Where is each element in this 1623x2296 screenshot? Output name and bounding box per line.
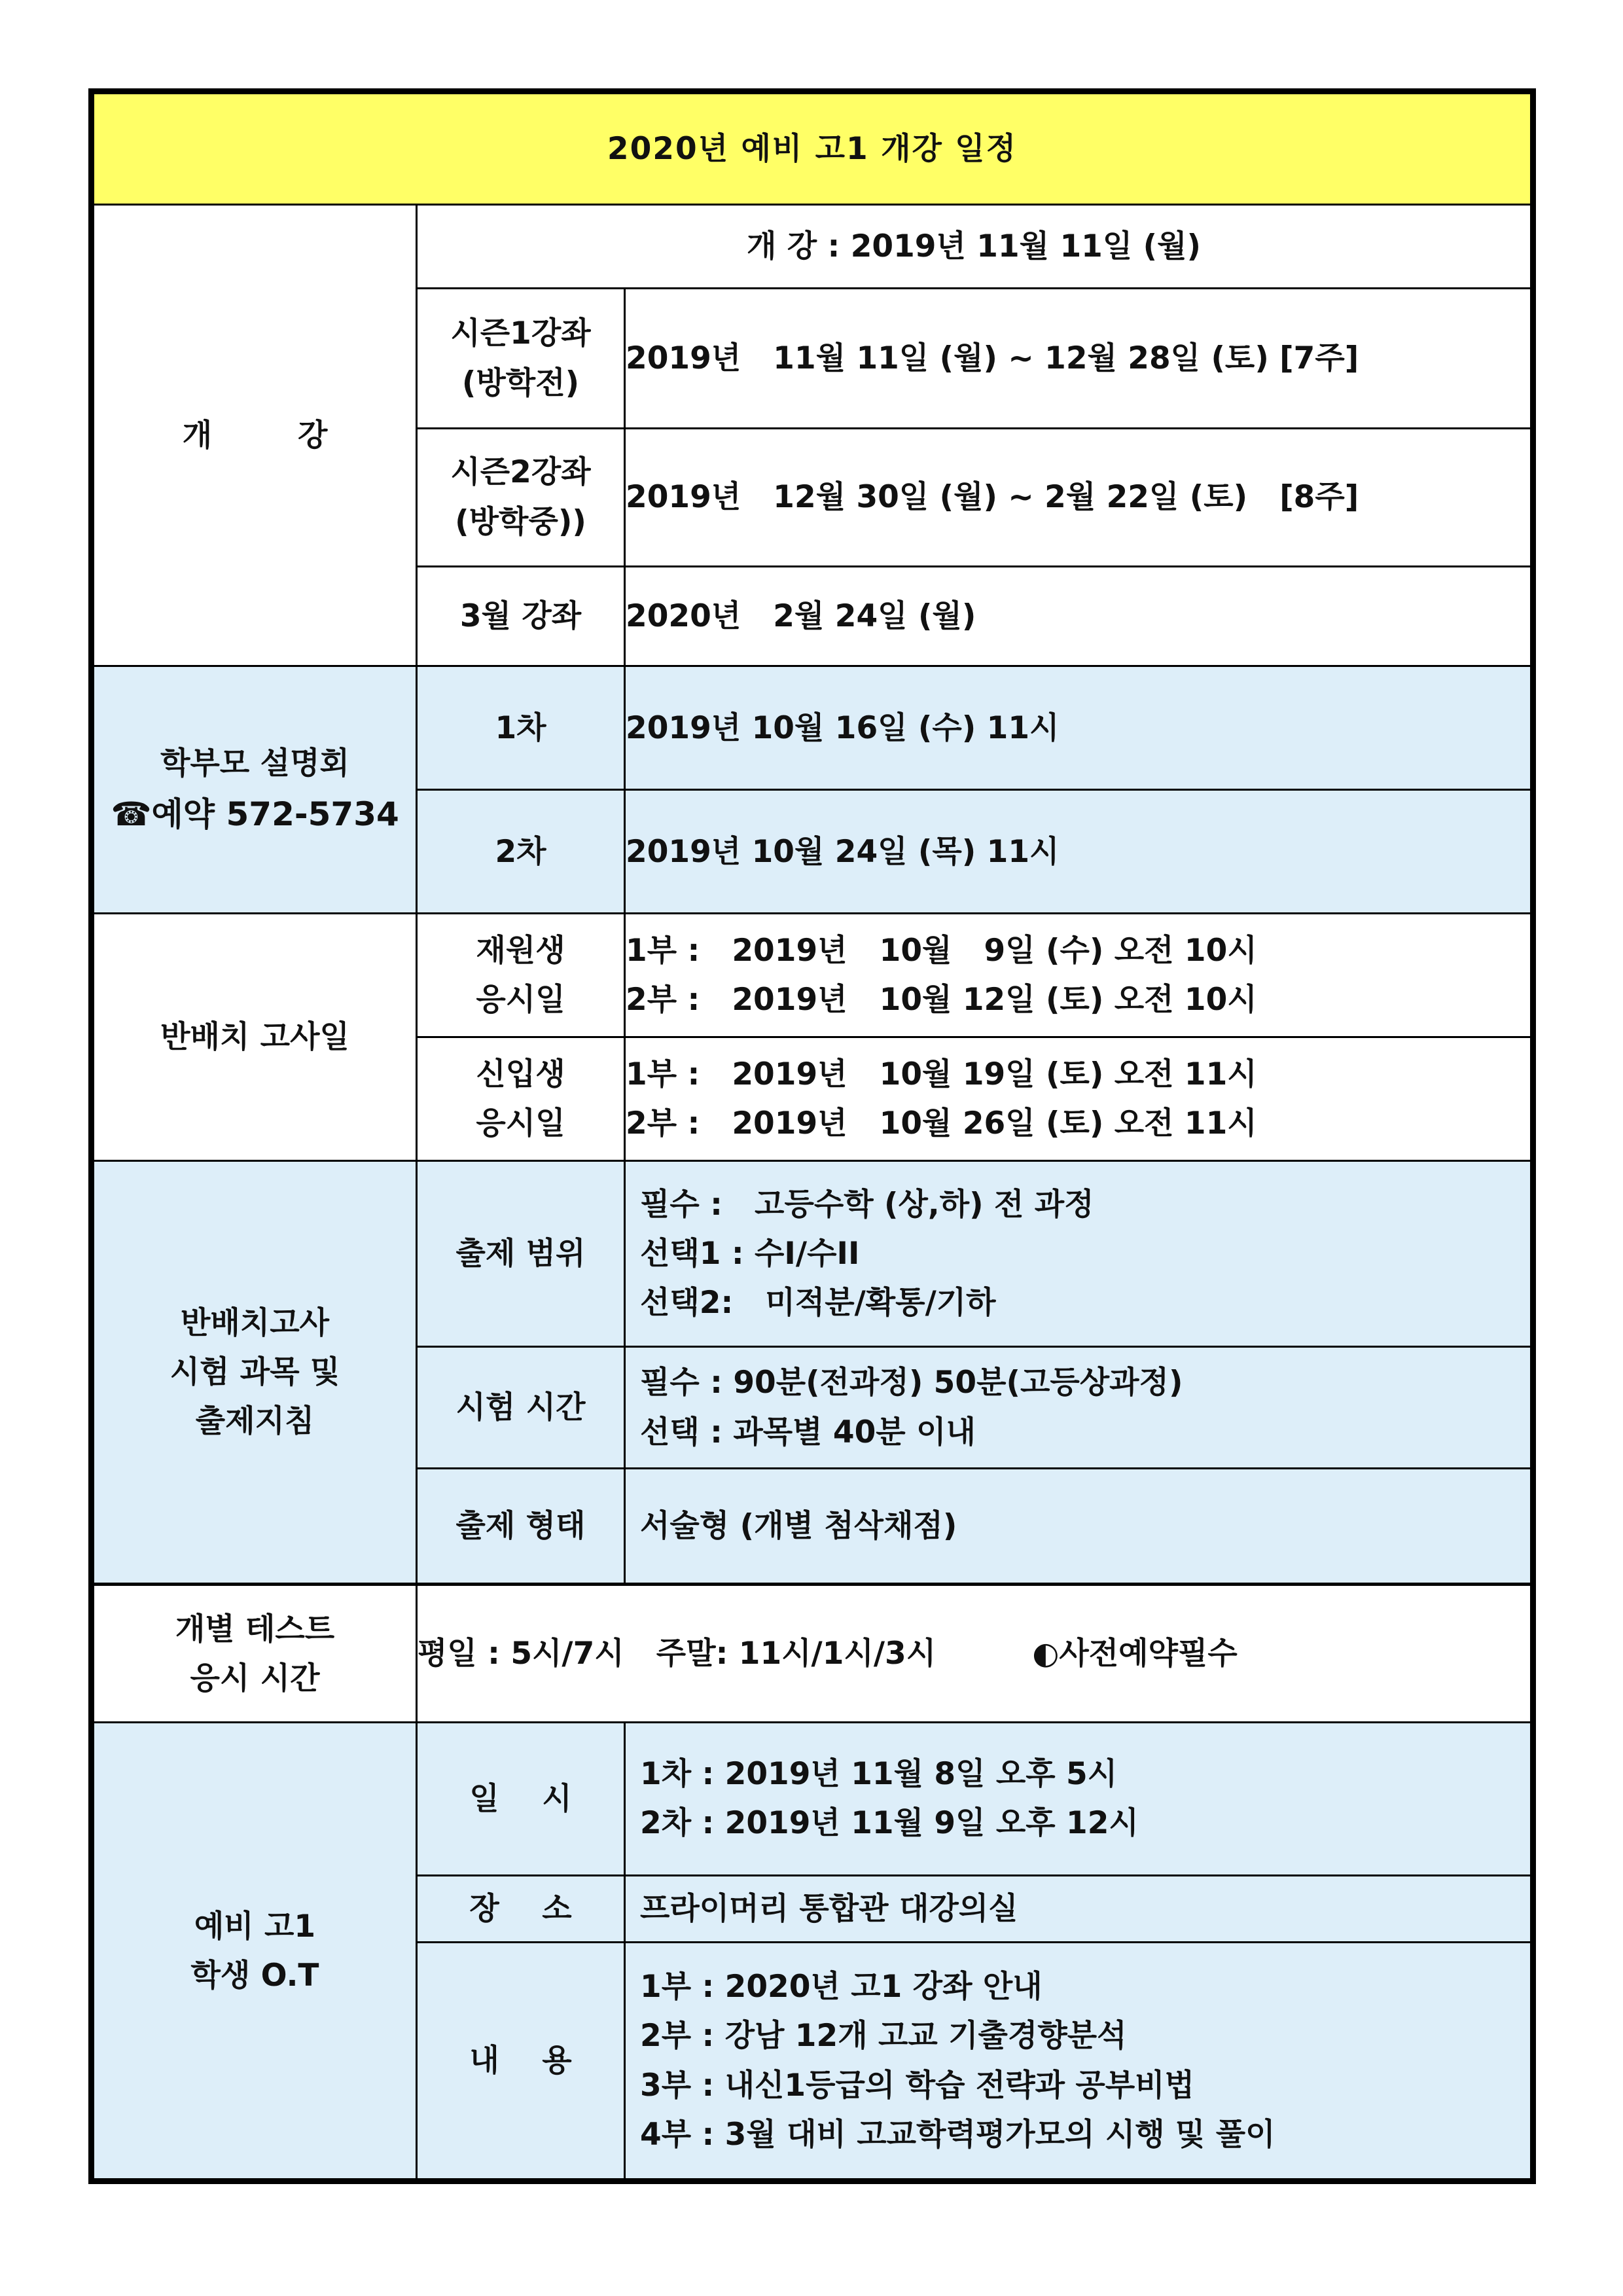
new-students-label: 신입생 응시일 xyxy=(417,1037,625,1161)
section-orientation: 예비 고1 학생 O.T xyxy=(94,1723,417,2179)
new-students-value: 1부 : 2019년 10월 19일 (토) 오전 11시 2부 : 2019년 10월 26일 (토) 오전 11시 xyxy=(625,1037,1531,1161)
opening-season2-label: 시즌2강좌 (방학중)) xyxy=(417,428,625,566)
ot-content-label: 내 용 xyxy=(417,1943,625,2179)
briefing-1-value: 2019년 10월 16일 (수) 11시 xyxy=(625,666,1531,790)
exam-format-value: 서술형 (개별 첨삭채점) xyxy=(625,1469,1531,1585)
opening-season1-value: 2019년 11월 11일 (월) ~ 12월 28일 (토) [7주] xyxy=(625,289,1531,428)
ot-location-value: 프라이머리 통합관 대강의실 xyxy=(625,1875,1531,1943)
schedule-sheet xyxy=(88,88,1536,2184)
section-opening: 개 강 xyxy=(94,204,417,666)
opening-season1-label: 시즌1강좌 (방학전) xyxy=(417,289,625,428)
exam-time-label: 시험 시간 xyxy=(417,1346,625,1469)
schedule-table xyxy=(92,92,1532,2180)
section-placement-dates: 반배치 고사일 xyxy=(94,914,417,1161)
ot-datetime-label: 일 시 xyxy=(417,1723,625,1875)
briefing-1-label: 1차 xyxy=(417,666,625,790)
section-individual-test: 개별 테스트 응시 시간 xyxy=(94,1585,417,1723)
opening-season2-value: 2019년 12월 30일 (월) ~ 2월 22일 (토) [8주] xyxy=(625,428,1531,566)
exam-format-label: 출제 형태 xyxy=(417,1469,625,1585)
exam-scope-value: 필수 : 고등수학 (상,하) 전 과정 선택1 : 수I/수II 선택2: 미적분/확통/기하 xyxy=(625,1161,1531,1346)
individual-test-value: 평일 : 5시/7시 주말: 11시/1시/3시 ◐사전예약필수 xyxy=(417,1585,1531,1723)
parent-briefing-phone: ☎예약 572-5734 xyxy=(111,795,399,834)
current-students-value: 1부 : 2019년 10월 9일 (수) 오전 10시 2부 : 2019년 10월 12일 (토) 오전 10시 xyxy=(625,914,1531,1037)
current-students-label: 재원생 응시일 xyxy=(417,914,625,1037)
ot-datetime-value: 1차 : 2019년 11월 8일 오후 5시 2차 : 2019년 11월 9일 오후 12시 xyxy=(625,1723,1531,1875)
ot-content-value: 1부 : 2020년 고1 강좌 안내 2부 : 강남 12개 고교 기출경향분석 3부 : 내신1등급의 학습 전략과 공부비법 4부 : 3월 대비 고교학력평가모의 시행 및 풀이 xyxy=(625,1943,1531,2179)
opening-march-label: 3월 강좌 xyxy=(417,566,625,666)
opening-headline: 개 강 : 2019년 11월 11일 (월) xyxy=(417,204,1531,289)
briefing-2-value: 2019년 10월 24일 (목) 11시 xyxy=(625,790,1531,914)
page-title: 2020년 예비 고1 개강 일정 xyxy=(94,94,1531,205)
section-parent-briefing xyxy=(94,666,417,914)
opening-march-value: 2020년 2월 24일 (월) xyxy=(625,566,1531,666)
briefing-2-label: 2차 xyxy=(417,790,625,914)
exam-scope-label: 출제 범위 xyxy=(417,1161,625,1346)
section-placement-subjects: 반배치고사 시험 과목 및 출제지침 xyxy=(94,1161,417,1585)
exam-time-value: 필수 : 90분(전과정) 50분(고등상과정) 선택 : 과목별 40분 이내 xyxy=(625,1346,1531,1469)
ot-location-label: 장 소 xyxy=(417,1875,625,1943)
parent-briefing-title: 학부모 설명회 xyxy=(160,745,349,782)
